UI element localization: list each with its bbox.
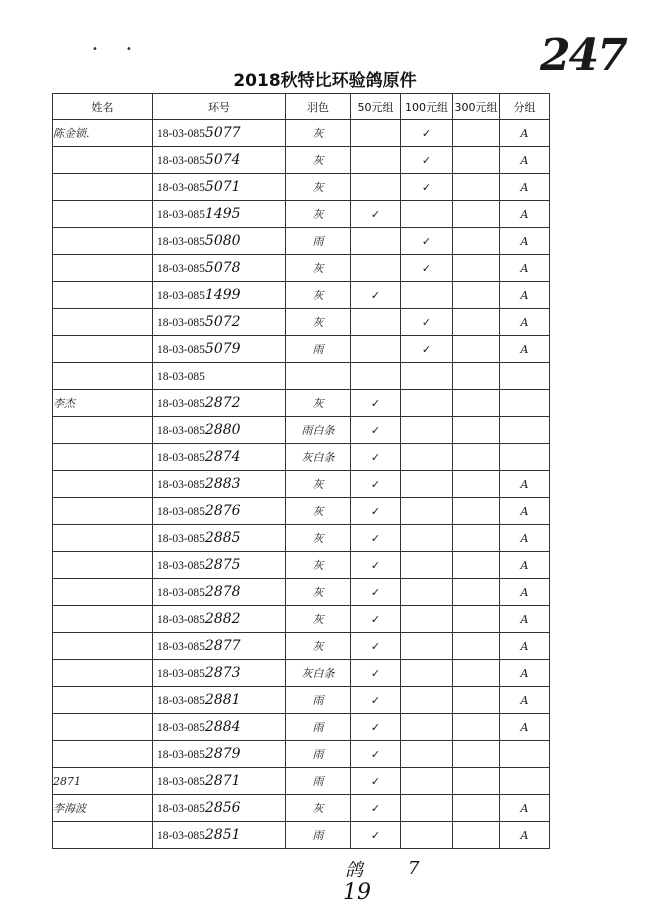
- ring-cell: [153, 201, 286, 228]
- feather-color-cell: 灰: [286, 174, 351, 201]
- group-cell: A: [500, 120, 550, 147]
- group-300-cell: [453, 525, 500, 552]
- group-100-cell: [401, 444, 453, 471]
- group-300-cell: [453, 687, 500, 714]
- owner-name-cell: 2871: [53, 768, 153, 795]
- group-cell: A: [500, 525, 550, 552]
- ring-cell: [153, 579, 286, 606]
- group-300-cell: [453, 228, 500, 255]
- group-100-cell: [401, 471, 453, 498]
- ring-prefix: 18-03-085: [157, 479, 205, 491]
- ring-prefix: 18-03-085: [157, 290, 205, 302]
- ring-prefix: 18-03-085: [157, 641, 205, 653]
- group-100-cell: [401, 606, 453, 633]
- feather-color-cell: 雨: [286, 768, 351, 795]
- table-row: [53, 174, 550, 201]
- group-100-cell: [401, 795, 453, 822]
- table-row: [53, 228, 550, 255]
- table-row: [53, 552, 550, 579]
- table-row: [53, 768, 550, 795]
- table-row: [53, 255, 550, 282]
- group-100-cell: [401, 633, 453, 660]
- group-100-cell: [401, 282, 453, 309]
- feather-color-cell: 灰: [286, 579, 351, 606]
- group-cell: A: [500, 147, 550, 174]
- feather-color-cell: 雨: [286, 336, 351, 363]
- group-cell: [500, 444, 550, 471]
- group-cell: A: [500, 552, 550, 579]
- ring-prefix: 18-03-085: [157, 371, 205, 383]
- ring-prefix: 18-03-085: [157, 263, 205, 275]
- ring-prefix: 18-03-085: [157, 560, 205, 572]
- group-50-cell: [351, 174, 401, 201]
- ring-cell: [153, 714, 286, 741]
- group-cell: [500, 390, 550, 417]
- group-50-cell: [351, 120, 401, 147]
- ring-cell: [153, 471, 286, 498]
- owner-name-cell: [53, 255, 153, 282]
- owner-name-cell: [53, 741, 153, 768]
- group-50-cell: ✓: [351, 687, 401, 714]
- ring-cell: [153, 228, 286, 255]
- group-300-cell: [453, 795, 500, 822]
- owner-name-cell: [53, 228, 153, 255]
- feather-color-cell: 雨: [286, 822, 351, 849]
- ring-prefix: 18-03-085: [157, 722, 205, 734]
- owner-name-cell: [53, 309, 153, 336]
- ring-suffix: 1499: [204, 287, 241, 303]
- ring-cell: [153, 444, 286, 471]
- group-50-cell: ✓: [351, 390, 401, 417]
- group-300-cell: [453, 822, 500, 849]
- ring-suffix: 2877: [204, 638, 241, 654]
- scan-dot: •: [126, 44, 132, 55]
- group-50-cell: ✓: [351, 552, 401, 579]
- feather-color-cell: 灰: [286, 309, 351, 336]
- owner-name-cell: [53, 687, 153, 714]
- owner-name-cell: [53, 336, 153, 363]
- header-row: [53, 94, 550, 120]
- group-100-cell: [401, 741, 453, 768]
- ring-prefix: 18-03-085: [157, 155, 205, 167]
- group-50-cell: ✓: [351, 201, 401, 228]
- ring-cell: [153, 336, 286, 363]
- scan-dot: •: [92, 44, 98, 55]
- footer-mark-b: 7: [408, 858, 420, 879]
- table-row: [53, 471, 550, 498]
- feather-color-cell: 灰: [286, 147, 351, 174]
- group-100-cell: [401, 417, 453, 444]
- owner-name-cell: [53, 444, 153, 471]
- group-50-cell: ✓: [351, 822, 401, 849]
- group-300-cell: [453, 606, 500, 633]
- owner-name-cell: [53, 552, 153, 579]
- ring-prefix: 18-03-085: [157, 236, 205, 248]
- group-cell: A: [500, 795, 550, 822]
- group-300-cell: [453, 174, 500, 201]
- group-cell: [500, 417, 550, 444]
- ring-suffix: 2856: [204, 800, 241, 816]
- feather-color-cell: 灰: [286, 282, 351, 309]
- group-300-cell: [453, 282, 500, 309]
- table-row: [53, 444, 550, 471]
- ring-suffix: 2885: [204, 530, 241, 546]
- ring-cell: [153, 147, 286, 174]
- table-row: [53, 579, 550, 606]
- ring-prefix: 18-03-085: [157, 803, 205, 815]
- footer-mark-c: 19: [343, 880, 371, 905]
- ring-cell: [153, 498, 286, 525]
- owner-name-cell: [53, 498, 153, 525]
- ring-suffix: 5074: [204, 152, 241, 168]
- ring-suffix: 2880: [204, 422, 241, 438]
- group-100-cell: [401, 498, 453, 525]
- group-cell: A: [500, 309, 550, 336]
- feather-color-cell: 灰: [286, 525, 351, 552]
- ring-suffix: 2871: [204, 773, 241, 789]
- ring-suffix: 2884: [204, 719, 241, 735]
- table-body: [53, 120, 550, 849]
- owner-name-cell: [53, 579, 153, 606]
- group-300-cell: [453, 741, 500, 768]
- table-row: [53, 714, 550, 741]
- ring-suffix: 5072: [204, 314, 241, 330]
- ring-cell: [153, 417, 286, 444]
- ring-prefix: 18-03-085: [157, 182, 205, 194]
- group-300-cell: [453, 120, 500, 147]
- group-300-cell: [453, 633, 500, 660]
- page-number: 247: [540, 30, 626, 81]
- group-100-cell: ✓: [401, 147, 453, 174]
- table-row: [53, 633, 550, 660]
- header-name: 姓名: [53, 94, 153, 120]
- ring-cell: [153, 363, 286, 390]
- feather-color-cell: 灰白条: [286, 444, 351, 471]
- group-300-cell: [453, 552, 500, 579]
- feather-color-cell: 灰: [286, 606, 351, 633]
- group-50-cell: [351, 309, 401, 336]
- ring-suffix: 5079: [204, 341, 241, 357]
- ring-cell: [153, 687, 286, 714]
- ring-cell: [153, 282, 286, 309]
- group-100-cell: [401, 660, 453, 687]
- group-50-cell: ✓: [351, 714, 401, 741]
- group-50-cell: ✓: [351, 768, 401, 795]
- table-row: [53, 525, 550, 552]
- ring-prefix: 18-03-085: [157, 506, 205, 518]
- ring-cell: [153, 741, 286, 768]
- group-50-cell: [351, 147, 401, 174]
- ring-suffix: 2882: [204, 611, 241, 627]
- group-cell: A: [500, 228, 550, 255]
- ring-suffix: 2876: [204, 503, 241, 519]
- header-group: 分组: [500, 94, 550, 120]
- header-300-group: 300元组: [453, 94, 500, 120]
- group-100-cell: ✓: [401, 174, 453, 201]
- feather-color-cell: 灰: [286, 633, 351, 660]
- group-50-cell: ✓: [351, 795, 401, 822]
- feather-color-cell: 灰: [286, 498, 351, 525]
- ring-prefix: 18-03-085: [157, 533, 205, 545]
- group-300-cell: [453, 579, 500, 606]
- group-cell: A: [500, 579, 550, 606]
- owner-name-cell: [53, 417, 153, 444]
- table-row: [53, 417, 550, 444]
- group-300-cell: [453, 444, 500, 471]
- group-cell: A: [500, 687, 550, 714]
- table-row: [53, 363, 550, 390]
- group-cell: A: [500, 201, 550, 228]
- ring-cell: [153, 795, 286, 822]
- ring-prefix: 18-03-085: [157, 317, 205, 329]
- table-row: [53, 282, 550, 309]
- feather-color-cell: 雨: [286, 741, 351, 768]
- feather-color-cell: 灰: [286, 201, 351, 228]
- group-cell: [500, 768, 550, 795]
- ring-prefix: 18-03-085: [157, 614, 205, 626]
- table-row: [53, 606, 550, 633]
- owner-name-cell: [53, 633, 153, 660]
- group-100-cell: ✓: [401, 255, 453, 282]
- ring-suffix: 2883: [204, 476, 241, 492]
- table-row: [53, 498, 550, 525]
- ring-prefix: 18-03-085: [157, 776, 205, 788]
- group-50-cell: ✓: [351, 282, 401, 309]
- group-50-cell: ✓: [351, 471, 401, 498]
- group-100-cell: [401, 768, 453, 795]
- ring-suffix: 5078: [204, 260, 241, 276]
- owner-name-cell: [53, 606, 153, 633]
- ring-cell: [153, 255, 286, 282]
- ring-prefix: 18-03-085: [157, 587, 205, 599]
- group-cell: A: [500, 282, 550, 309]
- ring-suffix: 5080: [204, 233, 241, 249]
- group-50-cell: ✓: [351, 498, 401, 525]
- group-cell: A: [500, 633, 550, 660]
- feather-color-cell: 灰: [286, 552, 351, 579]
- ring-prefix: 18-03-085: [157, 830, 205, 842]
- ring-suffix: 2874: [204, 449, 241, 465]
- owner-name-cell: 陈金锁.: [53, 120, 153, 147]
- owner-name-cell: [53, 147, 153, 174]
- header-ring: 环号: [153, 94, 286, 120]
- group-100-cell: [401, 687, 453, 714]
- feather-color-cell: 灰白条: [286, 660, 351, 687]
- group-50-cell: ✓: [351, 660, 401, 687]
- group-300-cell: [453, 390, 500, 417]
- ring-cell: [153, 120, 286, 147]
- ring-prefix: 18-03-085: [157, 128, 205, 140]
- group-50-cell: [351, 336, 401, 363]
- header-100-group: 100元组: [401, 94, 453, 120]
- ring-suffix: 1495: [204, 206, 241, 222]
- group-cell: A: [500, 471, 550, 498]
- group-300-cell: [453, 498, 500, 525]
- group-100-cell: [401, 822, 453, 849]
- ring-prefix: 18-03-085: [157, 344, 205, 356]
- group-100-cell: [401, 552, 453, 579]
- group-cell: A: [500, 822, 550, 849]
- ring-prefix: 18-03-085: [157, 425, 205, 437]
- group-300-cell: [453, 201, 500, 228]
- pigeon-register-table: [52, 93, 550, 849]
- group-300-cell: [453, 336, 500, 363]
- owner-name-cell: 李海波: [53, 795, 153, 822]
- group-100-cell: ✓: [401, 120, 453, 147]
- ring-cell: [153, 768, 286, 795]
- group-300-cell: [453, 660, 500, 687]
- group-cell: A: [500, 498, 550, 525]
- group-50-cell: [351, 228, 401, 255]
- feather-color-cell: 灰: [286, 795, 351, 822]
- ring-suffix: 2872: [204, 395, 241, 411]
- ring-prefix: 18-03-085: [157, 749, 205, 761]
- group-100-cell: [401, 363, 453, 390]
- ring-suffix: 2881: [204, 692, 241, 708]
- group-50-cell: ✓: [351, 606, 401, 633]
- ring-suffix: 2875: [204, 557, 241, 573]
- group-300-cell: [453, 363, 500, 390]
- ring-cell: [153, 174, 286, 201]
- group-cell: [500, 363, 550, 390]
- group-50-cell: ✓: [351, 579, 401, 606]
- group-100-cell: [401, 714, 453, 741]
- group-300-cell: [453, 309, 500, 336]
- group-50-cell: ✓: [351, 633, 401, 660]
- group-cell: A: [500, 606, 550, 633]
- table-row: [53, 795, 550, 822]
- ring-cell: [153, 822, 286, 849]
- table-row: [53, 822, 550, 849]
- feather-color-cell: 雨白条: [286, 417, 351, 444]
- group-300-cell: [453, 714, 500, 741]
- feather-color-cell: 灰: [286, 390, 351, 417]
- ring-cell: [153, 525, 286, 552]
- ring-cell: [153, 309, 286, 336]
- group-50-cell: [351, 363, 401, 390]
- ring-suffix: 5071: [204, 179, 241, 195]
- owner-name-cell: [53, 714, 153, 741]
- owner-name-cell: [53, 363, 153, 390]
- feather-color-cell: 雨: [286, 714, 351, 741]
- feather-color-cell: 灰: [286, 120, 351, 147]
- owner-name-cell: [53, 660, 153, 687]
- group-cell: A: [500, 255, 550, 282]
- ring-suffix: 2873: [204, 665, 241, 681]
- owner-name-cell: [53, 525, 153, 552]
- feather-color-cell: [286, 363, 351, 390]
- group-50-cell: ✓: [351, 741, 401, 768]
- ring-prefix: 18-03-085: [157, 398, 205, 410]
- group-300-cell: [453, 471, 500, 498]
- header-color: 羽色: [286, 94, 351, 120]
- group-100-cell: [401, 579, 453, 606]
- group-100-cell: ✓: [401, 336, 453, 363]
- group-cell: A: [500, 336, 550, 363]
- ring-suffix: 5077: [204, 125, 241, 141]
- table-row: [53, 741, 550, 768]
- ring-prefix: 18-03-085: [157, 452, 205, 464]
- footer-mark-a: 鸽: [345, 860, 363, 881]
- ring-cell: [153, 390, 286, 417]
- table-row: [53, 309, 550, 336]
- ring-prefix: 18-03-085: [157, 695, 205, 707]
- feather-color-cell: 灰: [286, 471, 351, 498]
- group-cell: A: [500, 714, 550, 741]
- group-300-cell: [453, 768, 500, 795]
- ring-cell: [153, 633, 286, 660]
- owner-name-cell: 李杰: [53, 390, 153, 417]
- owner-name-cell: [53, 471, 153, 498]
- ring-suffix: 2851: [204, 827, 241, 843]
- group-50-cell: [351, 255, 401, 282]
- group-cell: [500, 741, 550, 768]
- group-100-cell: [401, 390, 453, 417]
- table-row: [53, 390, 550, 417]
- owner-name-cell: [53, 822, 153, 849]
- header-50-group: 50元组: [351, 94, 401, 120]
- owner-name-cell: [53, 201, 153, 228]
- group-100-cell: [401, 525, 453, 552]
- page-title: 2018秋特比环验鸽原件: [233, 71, 417, 91]
- owner-name-cell: [53, 282, 153, 309]
- table-row: [53, 201, 550, 228]
- feather-color-cell: 灰: [286, 255, 351, 282]
- table-row: [53, 336, 550, 363]
- ring-prefix: 18-03-085: [157, 209, 205, 221]
- ring-cell: [153, 606, 286, 633]
- ring-suffix: 2878: [204, 584, 241, 600]
- group-50-cell: ✓: [351, 525, 401, 552]
- group-100-cell: ✓: [401, 228, 453, 255]
- group-300-cell: [453, 417, 500, 444]
- ring-prefix: 18-03-085: [157, 668, 205, 680]
- feather-color-cell: 雨: [286, 228, 351, 255]
- owner-name-cell: [53, 174, 153, 201]
- table-row: [53, 147, 550, 174]
- group-100-cell: [401, 201, 453, 228]
- table-row: [53, 660, 550, 687]
- group-300-cell: [453, 147, 500, 174]
- ring-cell: [153, 552, 286, 579]
- group-100-cell: ✓: [401, 309, 453, 336]
- ring-cell: [153, 660, 286, 687]
- table-row: [53, 687, 550, 714]
- feather-color-cell: 雨: [286, 687, 351, 714]
- ring-suffix: 2879: [204, 746, 241, 762]
- group-50-cell: ✓: [351, 417, 401, 444]
- group-cell: A: [500, 174, 550, 201]
- group-50-cell: ✓: [351, 444, 401, 471]
- group-cell: A: [500, 660, 550, 687]
- table-row: [53, 120, 550, 147]
- group-300-cell: [453, 255, 500, 282]
